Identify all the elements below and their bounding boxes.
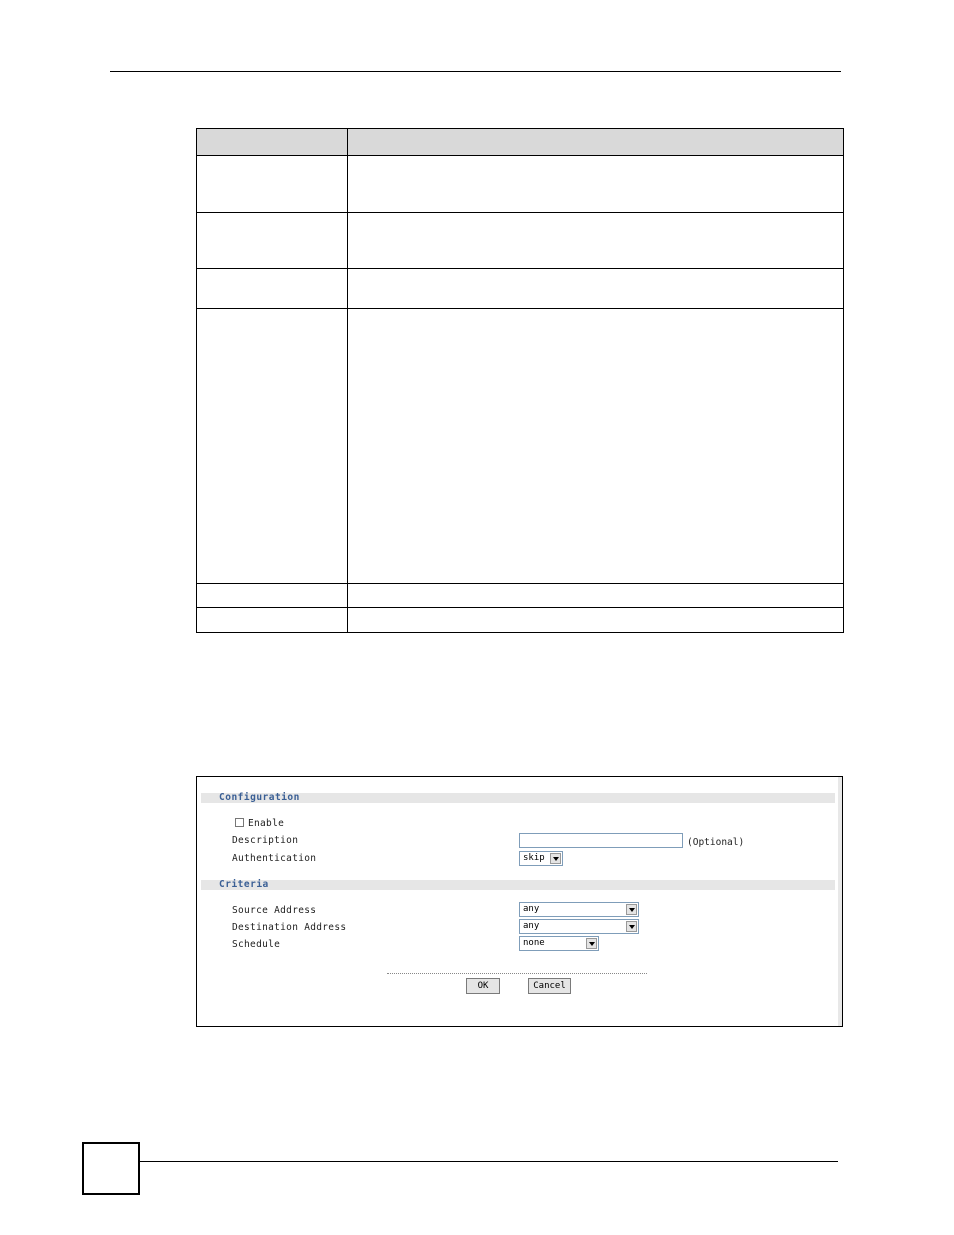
authentication-label: Authentication bbox=[232, 853, 317, 864]
authentication-select[interactable] bbox=[519, 851, 563, 866]
chevron-down-icon bbox=[586, 938, 597, 949]
source-address-label: Source Address bbox=[232, 905, 317, 916]
table-header-row bbox=[197, 129, 844, 156]
table-row bbox=[197, 584, 844, 608]
source-address-select[interactable] bbox=[519, 902, 639, 917]
criteria-title: Criteria bbox=[219, 879, 269, 890]
destination-address-value: any bbox=[523, 921, 540, 931]
description-label: Description bbox=[232, 835, 299, 846]
table-row bbox=[197, 156, 844, 213]
schedule-value: none bbox=[523, 938, 545, 948]
schedule-select[interactable] bbox=[519, 936, 599, 951]
page-number-box bbox=[82, 1142, 140, 1195]
cancel-button[interactable]: Cancel bbox=[528, 978, 571, 994]
scrollbar[interactable] bbox=[838, 777, 842, 1026]
footer-rule bbox=[140, 1161, 838, 1162]
enable-checkbox[interactable] bbox=[235, 818, 244, 827]
destination-address-select[interactable] bbox=[519, 919, 639, 934]
policy-edit-screen bbox=[196, 776, 843, 1027]
table-row bbox=[197, 213, 844, 269]
button-divider bbox=[387, 973, 647, 974]
table-row bbox=[197, 309, 844, 584]
chevron-down-icon bbox=[550, 853, 561, 864]
table-row bbox=[197, 269, 844, 309]
criteria-section-bar bbox=[201, 880, 835, 890]
description-input[interactable] bbox=[519, 833, 683, 848]
source-address-value: any bbox=[523, 904, 540, 914]
ok-button[interactable]: OK bbox=[466, 978, 500, 994]
destination-address-label: Destination Address bbox=[232, 922, 347, 933]
chevron-down-icon bbox=[626, 921, 637, 932]
optional-note: (Optional) bbox=[687, 837, 745, 848]
chevron-down-icon bbox=[626, 904, 637, 915]
table-row bbox=[197, 608, 844, 633]
authentication-value: skip bbox=[523, 853, 545, 863]
schedule-label: Schedule bbox=[232, 939, 281, 950]
enable-label: Enable bbox=[248, 818, 285, 829]
configuration-title: Configuration bbox=[219, 792, 300, 803]
header-rule bbox=[110, 71, 841, 72]
description-table bbox=[196, 128, 844, 633]
